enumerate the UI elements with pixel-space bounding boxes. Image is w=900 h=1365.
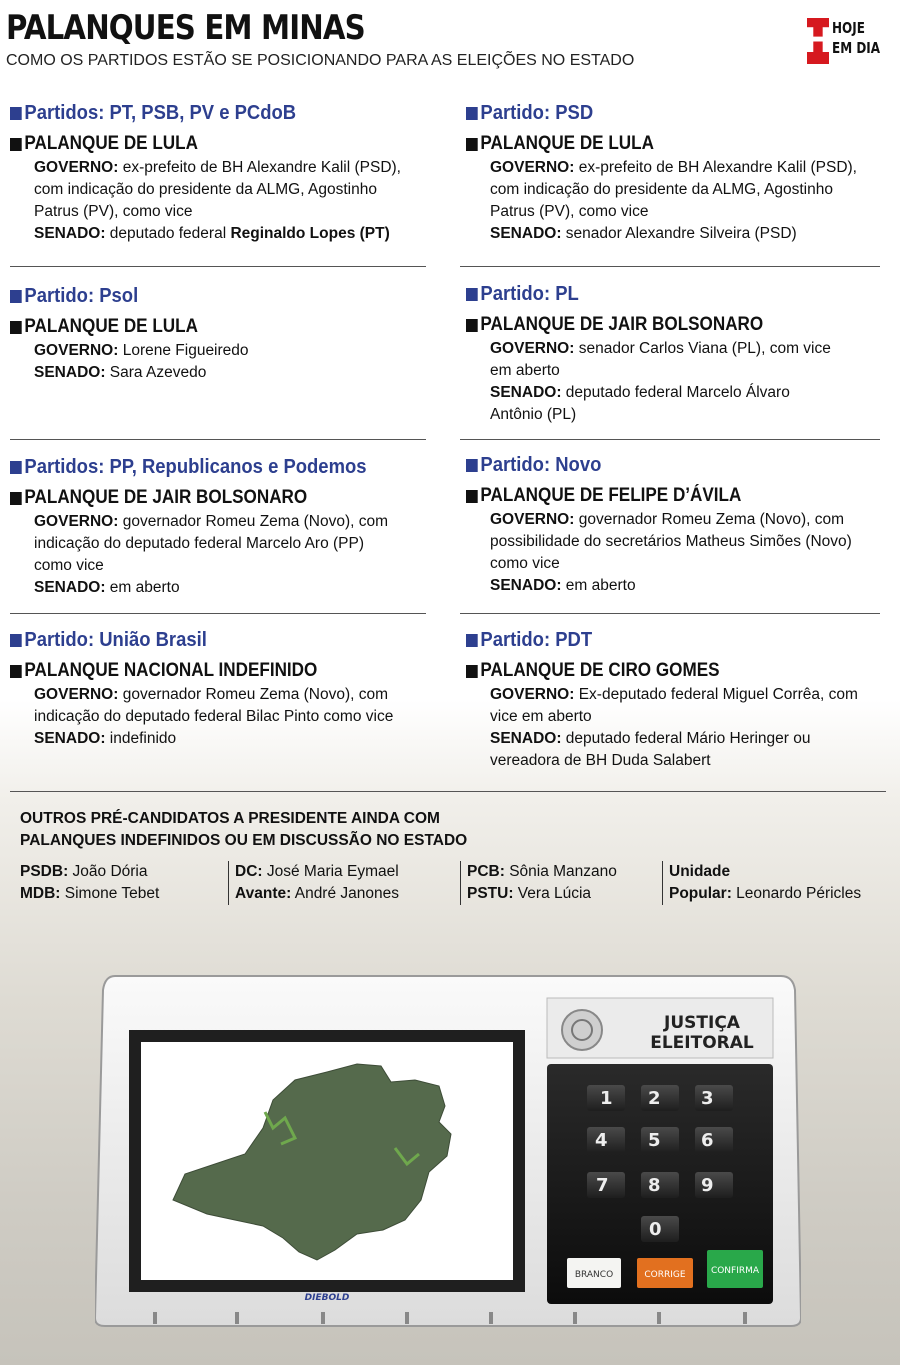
justica-label: JUSTIÇA — [664, 1013, 740, 1033]
card-body — [466, 157, 882, 245]
square-bullet-icon — [466, 490, 478, 503]
candidate-name: Sônia Manzano — [504, 863, 617, 880]
candidate-party: MDB: — [20, 885, 61, 902]
square-bullet-icon — [466, 288, 478, 301]
senado-line — [34, 223, 426, 245]
candidate-party: Avante: — [235, 885, 292, 902]
party-name-text: Partido: PDT — [480, 628, 593, 651]
governo-label: GOVERNO: — [490, 511, 575, 528]
party-name-text: Partido: PSD — [480, 101, 594, 124]
key-label: 4 — [595, 1130, 608, 1151]
party-card — [10, 627, 426, 750]
candidate-party: Unidade — [669, 863, 731, 880]
palanque-title — [10, 659, 384, 683]
senado-bold-text: Reginaldo Lopes (PT) — [230, 225, 390, 242]
corrige-label: CORRIGE — [644, 1270, 686, 1280]
divider — [10, 613, 426, 614]
governo-text: governador Romeu Zema (Novo), com — [122, 686, 389, 703]
page-title: PALANQUES EM MINAS — [6, 8, 365, 48]
senado-line — [490, 223, 882, 245]
square-bullet-icon — [466, 459, 478, 472]
header — [6, 8, 894, 80]
senado-label: SENADO: — [490, 730, 562, 747]
confirma-label: CONFIRMA — [710, 1266, 760, 1276]
governo-line — [34, 157, 426, 179]
logo-text — [832, 18, 880, 58]
party-card — [10, 100, 426, 245]
card-body — [10, 157, 426, 245]
square-bullet-icon — [10, 665, 22, 678]
key-label: 7 — [596, 1175, 609, 1196]
square-bullet-icon — [10, 107, 22, 120]
eleitoral-label: ELEITORAL — [650, 1033, 754, 1053]
candidate-party: PSDB: — [20, 863, 69, 880]
palanque-text: PALANQUE DE JAIR BOLSONARO — [24, 487, 308, 508]
title-line: PALANQUES INDEFINIDOS OU EM DISCUSSÃO NO ESTADO — [20, 832, 468, 849]
candidate — [235, 861, 460, 883]
party-card — [10, 283, 426, 384]
senado-label: SENADO: — [34, 579, 106, 596]
governo-text: vice em aberto — [490, 708, 592, 725]
square-bullet-icon — [466, 138, 478, 151]
candidates-column — [20, 861, 228, 905]
divider — [10, 266, 426, 267]
square-bullet-icon — [10, 138, 22, 151]
square-bullet-icon — [10, 492, 22, 505]
governo-text: ex-prefeito de BH Alexandre Kalil (PSD), — [578, 159, 857, 176]
party-name — [466, 281, 840, 307]
brasao-icon — [562, 1010, 602, 1050]
senado-line — [490, 728, 882, 750]
governo-label: GOVERNO: — [34, 513, 119, 530]
candidate-name: José Maria Eymael — [262, 863, 399, 880]
palanque-text: PALANQUE DE LULA — [24, 133, 198, 154]
governo-text: governador Romeu Zema (Novo), com — [578, 511, 845, 528]
palanque-text: PALANQUE DE JAIR BOLSONARO — [480, 314, 764, 335]
governo-line — [34, 511, 426, 533]
governo-text: Patrus (PV), como vice — [34, 203, 193, 220]
palanque-title — [10, 132, 384, 156]
other-candidates-title — [20, 808, 890, 852]
key-label: 9 — [701, 1175, 714, 1196]
card-body — [466, 684, 882, 772]
card-body — [466, 509, 882, 597]
party-card — [466, 452, 882, 597]
governo-label: GOVERNO: — [34, 342, 119, 359]
party-name — [10, 283, 384, 309]
governo-line — [490, 684, 882, 706]
key-label: 2 — [648, 1088, 661, 1109]
governo-text: governador Romeu Zema (Novo), com — [122, 513, 389, 530]
palanque-title — [10, 315, 384, 339]
senado-line — [490, 382, 882, 404]
senado-label: SENADO: — [490, 384, 562, 401]
governo-text: com indicação do presidente da ALMG, Agostinho — [34, 181, 377, 198]
senado-text: Sara Azevedo — [109, 364, 207, 381]
party-name-text: Partido: Psol — [24, 284, 139, 307]
governo-line — [34, 684, 426, 706]
governo-text: ex-prefeito de BH Alexandre Kalil (PSD), — [122, 159, 401, 176]
party-name-text: Partido: PL — [480, 282, 579, 305]
candidate — [669, 861, 882, 883]
candidate-party: DC: — [235, 863, 263, 880]
key-label: 8 — [648, 1175, 661, 1196]
square-bullet-icon — [466, 107, 478, 120]
governo-line — [490, 157, 882, 179]
governo-label: GOVERNO: — [34, 159, 119, 176]
governo-text: Ex-deputado federal Miguel Corrêa, com — [578, 686, 858, 703]
senado-label: SENADO: — [34, 364, 106, 381]
senado-label: SENADO: — [490, 577, 562, 594]
candidate — [467, 861, 662, 883]
party-name — [10, 627, 384, 653]
senado-text: Antônio (PL) — [490, 406, 577, 423]
senado-label: SENADO: — [34, 225, 106, 242]
key-label: 5 — [648, 1130, 661, 1151]
candidate-name: André Janones — [291, 885, 400, 902]
senado-text: deputado federal Marcelo Álvaro — [565, 384, 790, 401]
governo-text: Lorene Figueiredo — [122, 342, 249, 359]
card-body — [10, 340, 426, 384]
palanque-title — [466, 313, 840, 337]
logo-line-2: EM DIA — [831, 39, 880, 57]
palanque-text: PALANQUE DE LULA — [480, 133, 654, 154]
governo-text: como vice — [34, 557, 104, 574]
party-card — [466, 281, 882, 426]
logo — [803, 18, 892, 64]
senado-text: deputado federal Mário Heringer ou — [565, 730, 811, 747]
palanque-text: PALANQUE DE LULA — [24, 316, 198, 337]
party-card — [466, 627, 882, 772]
key-label: 1 — [600, 1088, 613, 1109]
governo-label: GOVERNO: — [490, 159, 575, 176]
card-body — [10, 511, 426, 599]
title-line: OUTROS PRÉ-CANDIDATOS A PRESIDENTE AINDA COM — [20, 810, 440, 827]
governo-text: com indicação do presidente da ALMG, Agostinho — [490, 181, 833, 198]
governo-label: GOVERNO: — [490, 686, 575, 703]
governo-text: possibilidade do secretários Matheus Simões (Novo) — [490, 533, 852, 550]
party-name — [466, 452, 840, 478]
candidate-party: PSTU: — [467, 885, 514, 902]
key-label: 6 — [701, 1130, 714, 1151]
senado-text: vereadora de BH Duda Salabert — [490, 752, 711, 769]
candidate — [20, 861, 228, 883]
card-body — [10, 684, 426, 750]
candidate-name: Leonardo Péricles — [731, 885, 862, 902]
governo-text: indicação do deputado federal Bilac Pinto como vice — [34, 708, 394, 725]
candidate-name: João Dória — [68, 863, 148, 880]
square-bullet-icon — [10, 321, 22, 334]
square-bullet-icon — [466, 634, 478, 647]
square-bullet-icon — [10, 461, 22, 474]
senado-text: em aberto — [565, 577, 636, 594]
candidate — [235, 883, 460, 905]
party-name — [10, 454, 384, 480]
palanque-text: PALANQUE DE FELIPE D’ÁVILA — [480, 485, 742, 506]
palanque-title — [466, 659, 840, 683]
brand-label: DIEBOLD — [304, 1293, 350, 1303]
candidates-column — [662, 861, 882, 905]
governo-label: GOVERNO: — [34, 686, 119, 703]
governo-text: como vice — [490, 555, 560, 572]
key-label: 0 — [649, 1219, 662, 1240]
candidate-name: Vera Lúcia — [513, 885, 592, 902]
party-name-text: Partidos: PP, Republicanos e Podemos — [24, 455, 367, 478]
palanque-text: PALANQUE NACIONAL INDEFINIDO — [24, 660, 318, 681]
senado-text: deputado federal — [109, 225, 231, 242]
palanque-title — [10, 486, 384, 510]
candidate — [467, 883, 662, 905]
senado-line — [490, 575, 882, 597]
governo-line — [490, 338, 882, 360]
governo-line — [490, 509, 882, 531]
senado-label: SENADO: — [490, 225, 562, 242]
party-card — [466, 100, 882, 245]
divider — [10, 439, 426, 440]
other-candidates — [20, 808, 890, 905]
branco-label: BRANCO — [574, 1270, 614, 1280]
party-name-text: Partido: União Brasil — [24, 628, 207, 651]
senado-label: SENADO: — [34, 730, 106, 747]
senado-text: indefinido — [109, 730, 177, 747]
senado-text: senador Alexandre Silveira (PSD) — [565, 225, 797, 242]
palanque-title — [466, 132, 840, 156]
party-name-text: Partidos: PT, PSB, PV e PCdoB — [24, 101, 297, 124]
candidates-columns — [20, 861, 890, 905]
candidate-name: Simone Tebet — [60, 885, 160, 902]
divider — [460, 266, 880, 267]
senado-line — [34, 577, 426, 599]
governo-text: em aberto — [490, 362, 560, 379]
party-name — [10, 100, 384, 126]
candidate-party: PCB: — [467, 863, 505, 880]
voting-machine-illustration — [95, 968, 801, 1330]
divider — [10, 791, 886, 792]
page-subtitle: COMO OS PARTIDOS ESTÃO SE POSICIONANDO PARA AS ELEIÇÕES NO ESTADO — [6, 52, 635, 69]
party-name — [466, 627, 840, 653]
senado-line — [34, 362, 426, 384]
candidates-column — [460, 861, 662, 905]
senado-text: em aberto — [109, 579, 180, 596]
square-bullet-icon — [466, 319, 478, 332]
logo-h-mark: H — [807, 18, 829, 64]
senado-line — [34, 728, 426, 750]
governo-text: Patrus (PV), como vice — [490, 203, 649, 220]
divider — [460, 613, 880, 614]
party-name-text: Partido: Novo — [480, 453, 602, 476]
governo-text: indicação do deputado federal Marcelo Aro (PP) — [34, 535, 365, 552]
palanque-text: PALANQUE DE CIRO GOMES — [480, 660, 720, 681]
party-card — [10, 454, 426, 599]
governo-line — [34, 340, 426, 362]
candidate — [20, 883, 228, 905]
logo-line-1: HOJE — [831, 19, 865, 37]
square-bullet-icon — [10, 290, 22, 303]
key-label: 3 — [701, 1088, 714, 1109]
square-bullet-icon — [10, 634, 22, 647]
candidate-party: Popular: — [669, 885, 732, 902]
candidate — [669, 883, 882, 905]
candidates-column — [228, 861, 460, 905]
governo-label: GOVERNO: — [490, 340, 575, 357]
palanque-title — [466, 484, 840, 508]
divider — [460, 439, 880, 440]
square-bullet-icon — [466, 665, 478, 678]
card-body — [466, 338, 882, 426]
party-name — [466, 100, 840, 126]
governo-text: senador Carlos Viana (PL), com vice — [578, 340, 831, 357]
